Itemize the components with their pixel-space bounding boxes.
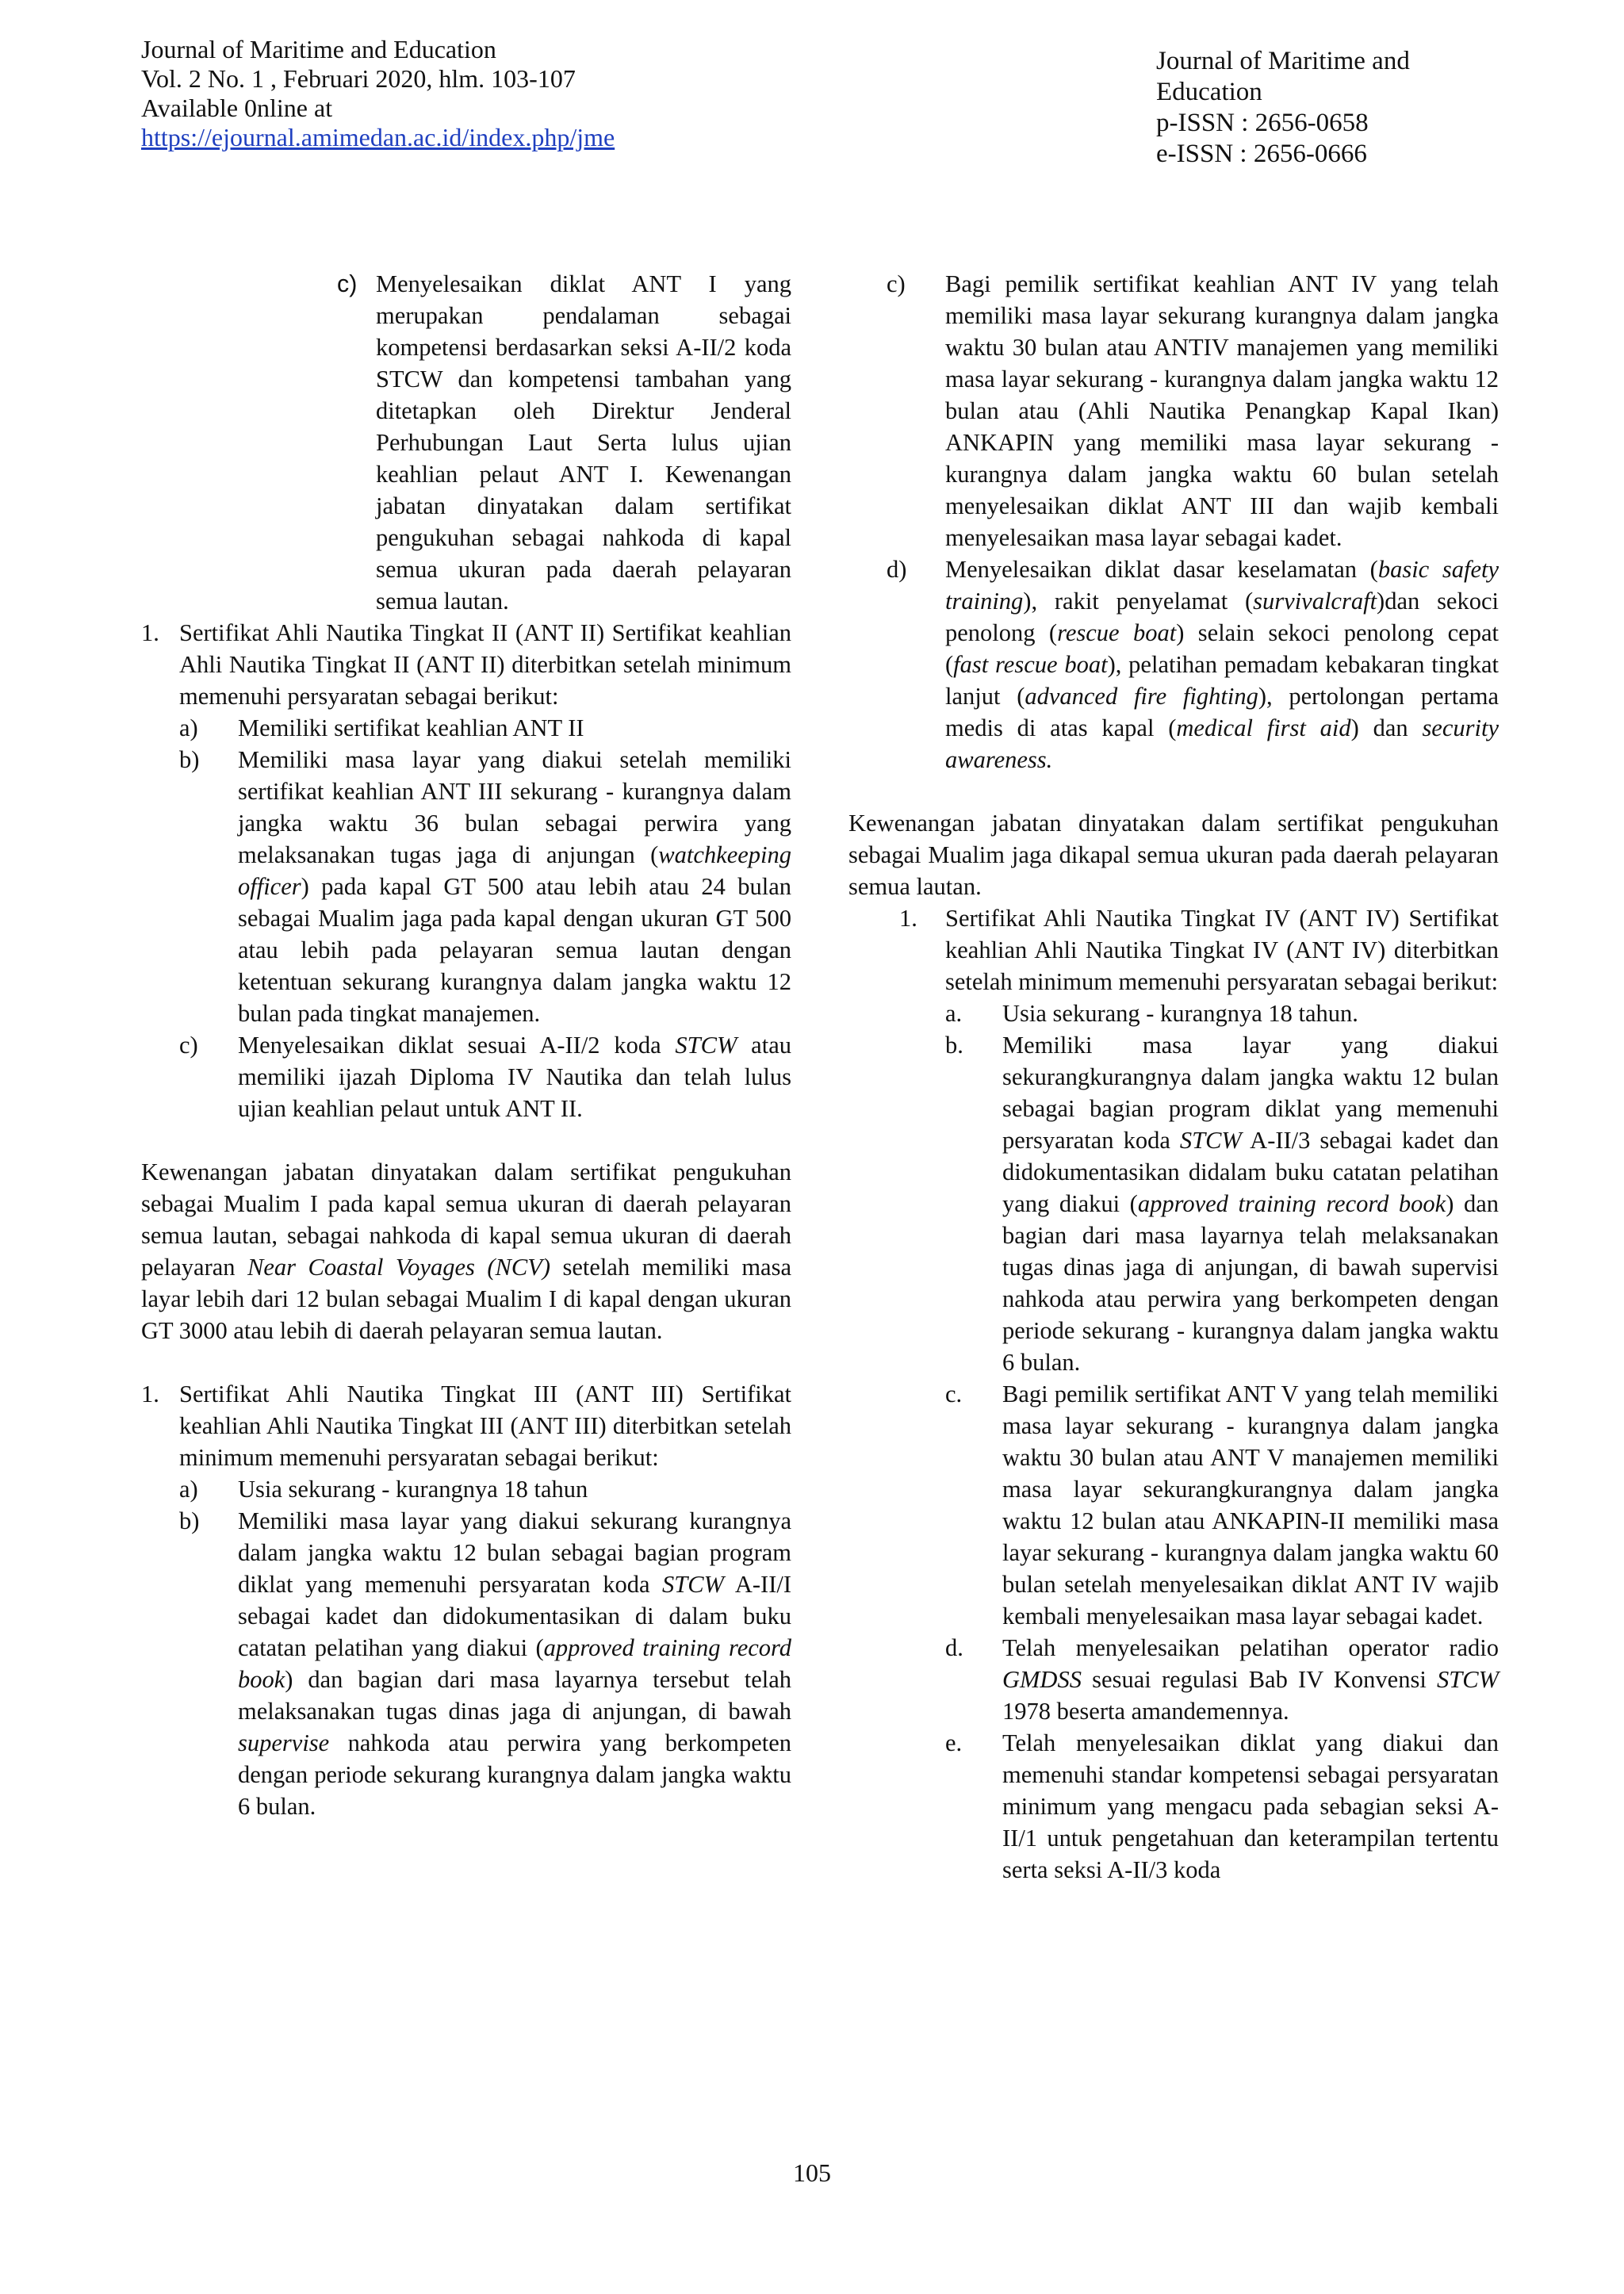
header-right bbox=[1156, 46, 1505, 170]
item-text: Usia sekurang - kurangnya 18 tahun. bbox=[1002, 1000, 1358, 1027]
section-intro: Sertifikat Ahli Nautika Tingkat III (ANT III) Sertifikat keahlian Ahli Nautika Tingkat III (ANT III) diterbitkan setelah minimum memenuhi persyaratan sebagai berikut: bbox=[179, 1381, 791, 1471]
item-text: Telah menyelesaikan diklat yang diakui dan memenuhi standar kompetensi sebagai persyaratan minimum yang mengacu pada sebagian seksi A-II/1 untuk pengetahuan dan keterampilan tertentu serta seksi A-II/3 koda bbox=[1002, 1729, 1499, 1883]
list-item-a bbox=[141, 1473, 791, 1505]
item-marker: d) bbox=[887, 556, 907, 583]
section-ant3 bbox=[141, 1378, 791, 1473]
e-issn: e-ISSN : 2656-0666 bbox=[1156, 140, 1367, 168]
list-item-c-antiv bbox=[848, 268, 1499, 553]
item-marker: a) bbox=[179, 1476, 198, 1503]
available-online: Available 0nline at bbox=[141, 94, 333, 122]
item-marker: c. bbox=[945, 1381, 963, 1407]
section-intro: Sertifikat Ahli Nautika Tingkat II (ANT II) Sertifikat keahlian Ahli Nautika Tingkat II (ANT II) diterbitkan setelah minimum memenuhi persyaratan sebagai berikut: bbox=[179, 619, 791, 710]
right-column bbox=[848, 268, 1499, 1886]
header-left bbox=[141, 35, 615, 152]
list-item-e bbox=[848, 1727, 1499, 1886]
p-issn: p-ISSN : 2656-0658 bbox=[1156, 109, 1369, 137]
list-item-a bbox=[141, 712, 791, 744]
item-marker: b) bbox=[179, 746, 200, 773]
item-marker: b. bbox=[945, 1032, 963, 1059]
list-item-c-ant1 bbox=[141, 268, 791, 617]
list-item-c bbox=[848, 1378, 1499, 1632]
list-item-b bbox=[848, 1029, 1499, 1378]
left-column bbox=[141, 268, 791, 1822]
journal-url-link[interactable]: https://ejournal.amimedan.ac.id/index.php/jme bbox=[141, 123, 615, 151]
journal-name-right-1: Journal of Maritime and bbox=[1156, 47, 1410, 75]
item-text: Memiliki masa layar yang diakui setelah memiliki sertifikat keahlian ANT III sekurang - kurangnya dalam jangka waktu 36 bulan sebagai perwira yang melaksanakan tugas jaga di anjungan (watchkeeping officer) pada kapal GT 500 atau lebih atau 24 bulan sebagai Mualim jaga pada kapal dengan ukuran GT 500 atau lebih pada pelayaran semua lautan dengan ketentuan sekurang kurangnya dalam jangka waktu 12 bulan pada tingkat manajemen. bbox=[238, 746, 791, 1027]
item-marker: c) bbox=[887, 270, 906, 297]
section-ant4 bbox=[848, 902, 1499, 998]
item-text: Memiliki masa layar yang diakui sekurang kurangnya dalam jangka waktu 12 bulan sebagai bagian program diklat yang memenuhi persyaratan koda STCW A-II/I sebagai kadet dan didokumentasikan di dalam buku catatan pelatihan yang diakui (approved training record book) dan bagian dari masa layarnya tersebut telah melaksanakan tugas dinas jaga di anjungan, di bawah supervise nahkoda atau perwira yang berkompeten dengan periode sekurang kurangnya dalam jangka waktu 6 bulan. bbox=[238, 1507, 792, 1820]
item-marker: b) bbox=[179, 1507, 200, 1534]
list-item-c bbox=[141, 1029, 791, 1124]
page-number: 105 bbox=[793, 2158, 831, 2187]
list-item-d-diklat-dasar bbox=[848, 553, 1499, 776]
item-text: Memiliki masa layar yang diakui sekurangkurangnya dalam jangka waktu 12 bulan sebagai bagian program diklat yang memenuhi persyaratan koda STCW A-II/3 sebagai kadet dan didokumentasikan didalam buku catatan pelatihan yang diakui (approved training record book) dan bagian dari masa layarnya telah melaksanakan tugas dinas jaga di anjungan, di bawah supervisi nahkoda atau perwira yang berkompeten dengan periode sekurang - kurangnya dalam jangka waktu 6 bulan. bbox=[1002, 1032, 1499, 1376]
item-marker: c) bbox=[337, 270, 358, 297]
item-text: Menyelesaikan diklat sesuai A-II/2 koda STCW atau memiliki ijazah Diploma IV Nautika dan telah lulus ujian keahlian pelaut untuk ANT II. bbox=[238, 1032, 791, 1122]
item-marker: a) bbox=[179, 714, 198, 741]
item-text: Telah menyelesaikan pelatihan operator radio GMDSS sesuai regulasi Bab IV Konvensi STCW 1978 beserta amandemennya. bbox=[1002, 1634, 1499, 1725]
section-ant2 bbox=[141, 617, 791, 712]
list-item-b bbox=[141, 1505, 791, 1822]
item-marker: e. bbox=[945, 1729, 963, 1756]
paragraph-kewenangan-mualim-jaga: Kewenangan jabatan dinyatakan dalam sertifikat pengukuhan sebagai Mualim jaga dikapal semua ukuran pada daerah pelayaran semua lautan. bbox=[848, 810, 1499, 900]
item-text: Memiliki sertifikat keahlian ANT II bbox=[238, 714, 584, 741]
item-marker: d. bbox=[945, 1634, 963, 1661]
section-number: 1. bbox=[899, 905, 917, 932]
item-text: Menyelesaikan diklat dasar keselamatan (basic safety training), rakit penyelamat (survivalcraft)dan sekoci penolong (rescue boat) selain sekoci penolong cepat (fast rescue boat), pelatihan pemadam kebakaran tingkat lanjut (advanced fire fighting), pertolongan pertama medis di atas kapal (medical first aid) dan security awareness. bbox=[945, 556, 1499, 773]
journal-name-right-2: Education bbox=[1156, 78, 1262, 106]
item-marker: c) bbox=[179, 1032, 198, 1059]
list-item-d bbox=[848, 1632, 1499, 1727]
list-item-b bbox=[141, 744, 791, 1029]
section-intro: Sertifikat Ahli Nautika Tingkat IV (ANT IV) Sertifikat keahlian Ahli Nautika Tingkat IV (ANT IV) diterbitkan setelah minimum memenuhi persyaratan sebagai berikut: bbox=[945, 905, 1499, 995]
paragraph-kewenangan-mualim-1: Kewenangan jabatan dinyatakan dalam sertifikat pengukuhan sebagai Mualim I pada kapal semua ukuran di daerah pelayaran semua lautan, sebagai nahkoda di kapal semua ukuran di daerah pelayaran Near Coastal Voyages (NCV) setelah memiliki masa layar lebih dari 12 bulan sebagai Mualim I di kapal dengan ukuran GT 3000 atau lebih di daerah pelayaran semua lautan. bbox=[141, 1158, 791, 1344]
item-text: Bagi pemilik sertifikat ANT V yang telah memiliki masa layar sekurang - kurangnya dalam jangka waktu 30 bulan atau ANT V manajemen memiliki masa layar sekurangkurangnya dalam jangka waktu 12 bulan atau ANKAPIN-II memiliki masa layar sekurang - kurangnya dalam jangka waktu 60 bulan setelah menyelesaikan diklat ANT IV wajib kembali menyelesaikan masa layar sebagai kadet. bbox=[1002, 1381, 1499, 1630]
item-text: Menyelesaikan diklat ANT I yang merupakan pendalaman sebagai kompetensi berdasarkan seksi A-II/2 koda STCW dan kompetensi tambahan yang ditetapkan oleh Direktur Jenderal Perhubungan Laut Serta lulus ujian keahlian pelaut ANT I. Kewenangan jabatan dinyatakan dalam sertifikat pengukuhan sebagai nahkoda di kapal semua ukuran pada daerah pelayaran semua lautan. bbox=[376, 270, 791, 615]
section-number: 1. bbox=[141, 619, 159, 646]
item-marker: a. bbox=[945, 1000, 963, 1027]
section-number: 1. bbox=[141, 1381, 159, 1407]
item-text: Usia sekurang - kurangnya 18 tahun bbox=[238, 1476, 588, 1503]
volume-info: Vol. 2 No. 1 , Februari 2020, hlm. 103-107 bbox=[141, 64, 576, 93]
item-text: Bagi pemilik sertifikat keahlian ANT IV yang telah memiliki masa layar sekurang kurangnya dalam jangka waktu 30 bulan atau ANTIV manajemen yang memiliki masa layar sekurang - kurangnya dalam jangka waktu 12 bulan atau (Ahli Nautika Penangkap Kapal Ikan) ANKAPIN yang memiliki masa layar sekurang - kurangnya dalam jangka waktu 60 bulan setelah menyelesaikan diklat ANT III dan wajib kembali menyelesaikan masa layar sebagai kadet. bbox=[945, 270, 1499, 551]
list-item-a bbox=[848, 998, 1499, 1029]
journal-name: Journal of Maritime and Education bbox=[141, 35, 496, 63]
